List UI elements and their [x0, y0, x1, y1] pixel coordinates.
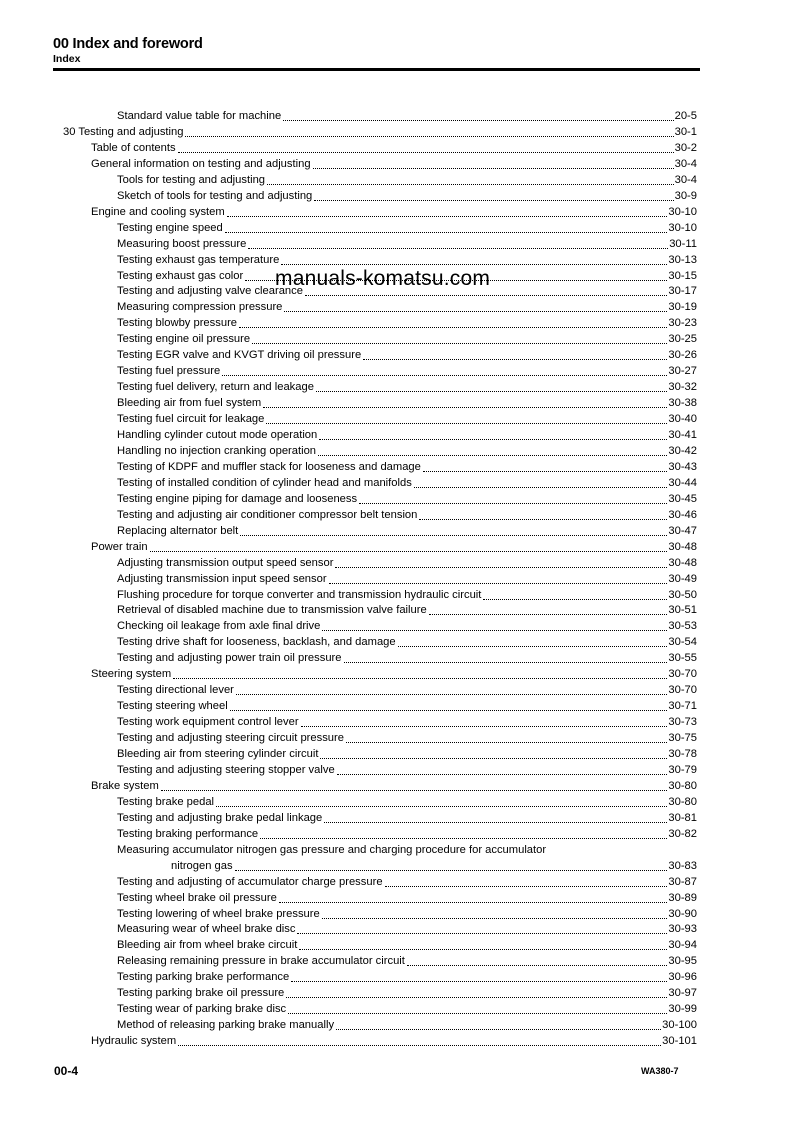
dot-leader: [150, 550, 668, 552]
toc-entry-label: Testing EGR valve and KVGT driving oil pressure: [117, 349, 362, 361]
toc-entry[interactable]: [117, 602, 697, 618]
toc-entry-label: Handling cylinder cutout mode operation: [117, 429, 318, 441]
dot-leader: [297, 932, 667, 934]
dot-leader: [414, 486, 668, 488]
toc-entry[interactable]: [91, 204, 697, 220]
toc-entry-page: 30-73: [668, 716, 697, 728]
toc-entry-page: 30-95: [668, 955, 697, 967]
toc-entry-label: Replacing alternator belt: [117, 525, 239, 537]
dot-leader: [320, 757, 667, 759]
dot-leader: [284, 310, 667, 312]
toc-entry-page: 30-17: [668, 285, 697, 297]
toc-entry-page: 30-100: [662, 1019, 697, 1031]
toc-entry-label: Testing and adjusting steering circuit pressure: [117, 732, 344, 744]
page-header: [53, 36, 700, 65]
toc-entry-page: 30-87: [668, 876, 697, 888]
toc-entry[interactable]: [117, 762, 697, 778]
toc-entry-page: 30-94: [668, 939, 697, 951]
dot-leader: [222, 374, 667, 376]
toc-entry[interactable]: [91, 778, 697, 794]
toc-entry[interactable]: [117, 443, 697, 459]
toc-entry-page: 20-5: [674, 110, 697, 122]
toc-entry-label: Testing lowering of wheel brake pressure: [117, 908, 320, 920]
toc-entry[interactable]: [117, 427, 697, 443]
toc-entry-page: 30-54: [668, 636, 697, 648]
dot-leader: [346, 741, 667, 743]
toc-entry[interactable]: [91, 156, 697, 172]
toc-entry[interactable]: [117, 571, 697, 587]
toc-entry-label: Releasing remaining pressure in brake accumulator circuit: [117, 955, 405, 967]
toc-entry-page: 30-48: [668, 541, 697, 553]
toc-entry[interactable]: [117, 890, 697, 906]
dot-leader: [316, 390, 667, 392]
toc-entry-label: Testing work equipment control lever: [117, 716, 299, 728]
toc-entry-page: 30-42: [668, 445, 697, 457]
toc-entry[interactable]: [91, 539, 697, 555]
toc-entry[interactable]: [117, 220, 697, 236]
toc-entry-label: Testing directional lever: [117, 684, 234, 696]
toc-entry-page: 30-70: [668, 668, 697, 680]
dot-leader: [337, 773, 668, 775]
toc-entry-label: Testing of installed condition of cylinder head and manifolds: [117, 477, 412, 489]
toc-entry-page: 30-43: [668, 461, 697, 473]
toc-entry[interactable]: [63, 124, 697, 140]
dot-leader: [240, 534, 667, 536]
toc-entry-label: Testing and adjusting steering stopper valve: [117, 764, 335, 776]
toc-entry[interactable]: [117, 331, 697, 347]
toc-entry[interactable]: [117, 969, 697, 985]
dot-leader: [235, 869, 668, 871]
toc-entry[interactable]: [91, 140, 697, 156]
dot-leader: [329, 582, 668, 584]
toc-entry-page: 30-55: [668, 652, 697, 664]
toc-entry-label: Testing parking brake oil pressure: [117, 987, 285, 999]
dot-leader: [363, 358, 667, 360]
dot-leader: [313, 167, 674, 169]
toc-entry[interactable]: [117, 252, 697, 268]
section-subtitle: Index: [53, 53, 81, 65]
toc-entry-page: 30-25: [668, 333, 697, 345]
toc-entry[interactable]: [117, 268, 697, 284]
toc-entry-label: Testing fuel delivery, return and leakage: [117, 381, 314, 393]
toc-entry[interactable]: [117, 108, 697, 124]
toc-entry-label: Engine and cooling system: [91, 206, 225, 218]
toc-entry-page: 30-40: [668, 413, 697, 425]
toc-entry-page: 30-101: [662, 1035, 697, 1047]
toc-entry-page: 30-83: [668, 860, 697, 872]
dot-leader: [266, 422, 667, 424]
toc-entry-page: 30-19: [668, 301, 697, 313]
toc-entry-page: 30-71: [668, 700, 697, 712]
dot-leader: [281, 263, 667, 265]
dot-leader: [267, 183, 674, 185]
dot-leader: [419, 518, 667, 520]
dot-leader: [227, 215, 668, 217]
dot-leader: [324, 821, 667, 823]
toc-entry[interactable]: [117, 698, 697, 714]
toc-entry-page: 30-82: [668, 828, 697, 840]
toc-entry[interactable]: [117, 523, 697, 539]
toc-entry-label: Adjusting transmission output speed sensor: [117, 557, 334, 569]
dot-leader: [245, 279, 667, 281]
toc-entry-page: 30-48: [668, 557, 697, 569]
dot-leader: [279, 901, 668, 903]
toc-entry[interactable]: [117, 411, 697, 427]
toc-entry-page: 30-51: [668, 604, 697, 616]
dot-leader: [185, 135, 673, 137]
toc-entry-label: Testing and adjusting air conditioner compressor belt tension: [117, 509, 418, 521]
dot-leader: [429, 613, 668, 615]
toc-entry-page: 30-9: [674, 190, 697, 202]
dot-leader: [407, 964, 667, 966]
toc-entry[interactable]: [117, 937, 697, 953]
toc-entry-label: Flushing procedure for torque converter and transmission hydraulic circuit: [117, 589, 482, 601]
toc-entry-label: Handling no injection cranking operation: [117, 445, 317, 457]
toc-entry-label: Testing drive shaft for looseness, backlash, and damage: [117, 636, 396, 648]
toc-entry-page: 30-90: [668, 908, 697, 920]
toc-entry-page: 30-46: [668, 509, 697, 521]
dot-leader: [335, 566, 667, 568]
toc-entry[interactable]: [117, 906, 697, 922]
toc-entry[interactable]: [117, 874, 697, 890]
dot-leader: [283, 119, 673, 121]
toc-entry-label: Testing braking performance: [117, 828, 259, 840]
toc-entry[interactable]: [117, 347, 697, 363]
toc-entry-page: 30-70: [668, 684, 697, 696]
toc-entry-page: 30-13: [668, 254, 697, 266]
toc-entry[interactable]: [117, 650, 697, 666]
toc-entry[interactable]: [117, 395, 697, 411]
toc-entry[interactable]: [117, 188, 697, 204]
toc-entry[interactable]: [117, 634, 697, 650]
toc-entry-page: 30-4: [674, 174, 697, 186]
toc-entry-label: Bleeding air from fuel system: [117, 397, 262, 409]
toc-entry-page: 30-1: [674, 126, 697, 138]
dot-leader: [236, 693, 667, 695]
dot-leader: [359, 502, 667, 504]
toc-entry-label: Testing brake pedal: [117, 796, 215, 808]
toc-entry-page: 30-4: [674, 158, 697, 170]
toc-entry-label: Testing engine piping for damage and looseness: [117, 493, 358, 505]
toc-entry-page: 30-45: [668, 493, 697, 505]
dot-leader: [398, 645, 668, 647]
dot-leader: [230, 709, 668, 711]
toc-entry[interactable]: [117, 315, 697, 331]
toc-entry-label: Measuring boost pressure: [117, 238, 247, 250]
dot-leader: [344, 661, 668, 663]
toc-entry[interactable]: [91, 666, 697, 682]
toc-entry-label: Testing steering wheel: [117, 700, 228, 712]
toc-entry-page: 30-41: [668, 429, 697, 441]
toc-entry-label: Testing and adjusting power train oil pressure: [117, 652, 342, 664]
dot-leader: [318, 454, 667, 456]
dot-leader: [263, 406, 667, 408]
toc-entry[interactable]: [117, 714, 697, 730]
toc-entry[interactable]: [117, 363, 697, 379]
toc-entry[interactable]: [117, 810, 697, 826]
toc-entry-label: Table of contents: [91, 142, 176, 154]
toc-entry-label: Measuring accumulator nitrogen gas pressure and charging procedure for accumulator: [117, 844, 547, 856]
toc-entry[interactable]: [117, 459, 697, 475]
dot-leader: [178, 1044, 661, 1046]
toc-entry-label: Standard value table for machine: [117, 110, 282, 122]
dot-leader: [178, 151, 674, 153]
toc-entry[interactable]: [117, 236, 697, 252]
toc-entry-page: 30-99: [668, 1003, 697, 1015]
dot-leader: [239, 326, 667, 328]
toc-entry-page: 30-78: [668, 748, 697, 760]
toc-entry[interactable]: [117, 491, 697, 507]
toc-entry-label: Power train: [91, 541, 148, 553]
toc-entry-label: nitrogen gas: [171, 860, 233, 872]
toc-entry[interactable]: [117, 283, 697, 299]
dot-leader: [173, 677, 667, 679]
toc-entry-label: 30 Testing and adjusting: [63, 126, 184, 138]
page-number: 00-4: [54, 1064, 79, 1078]
dot-leader: [314, 199, 673, 201]
toc-entry[interactable]: [91, 1033, 697, 1049]
toc-entry[interactable]: [117, 826, 697, 842]
dot-leader: [322, 917, 668, 919]
toc-entry-page: 30-89: [668, 892, 697, 904]
dot-leader: [322, 629, 667, 631]
toc-entry[interactable]: [117, 507, 697, 523]
model-code: WA380-7: [641, 1066, 679, 1076]
toc-entry-label: Retrieval of disabled machine due to transmission valve failure: [117, 604, 427, 616]
toc-entry-page: 30-80: [668, 796, 697, 808]
dot-leader: [483, 598, 667, 600]
toc-entry-page: 30-80: [668, 780, 697, 792]
toc-entry[interactable]: [117, 587, 697, 603]
toc-entry-label: Testing exhaust gas temperature: [117, 254, 280, 266]
toc-entry[interactable]: [117, 985, 697, 1001]
dot-leader: [305, 294, 667, 296]
watermark: manuals-komatsu.com: [275, 267, 491, 290]
toc-entry-label: Steering system: [91, 668, 172, 680]
toc-entry-label: General information on testing and adjusting: [91, 158, 311, 170]
toc-entry-page: 30-75: [668, 732, 697, 744]
toc-entry-label: Hydraulic system: [91, 1035, 177, 1047]
toc-entry-label: Testing fuel circuit for leakage: [117, 413, 265, 425]
toc-entry-label: Testing of KDPF and muffler stack for looseness and damage: [117, 461, 421, 473]
dot-leader: [225, 231, 668, 233]
toc-entry-label: Checking oil leakage from axle final drive: [117, 620, 321, 632]
toc-entry-label: Adjusting transmission input speed sensor: [117, 573, 327, 585]
toc-entry-page: 30-93: [668, 923, 697, 935]
toc-entry-page: 30-44: [668, 477, 697, 489]
toc-entry-page: 30-47: [668, 525, 697, 537]
dot-leader: [423, 470, 667, 472]
dot-leader: [385, 885, 668, 887]
dot-leader: [319, 438, 667, 440]
dot-leader: [336, 1028, 661, 1030]
toc-entry[interactable]: [171, 858, 697, 874]
toc-entry-label: Testing and adjusting valve clearance: [117, 285, 303, 297]
toc-entry-page: 30-49: [668, 573, 697, 585]
toc-entry-page: 30-23: [668, 317, 697, 329]
toc-entry-label: Testing wear of parking brake disc: [117, 1003, 287, 1015]
toc-entry-label: Measuring wear of wheel brake disc: [117, 923, 296, 935]
toc-entry[interactable]: [117, 953, 697, 969]
toc-entry-page: 30-97: [668, 987, 697, 999]
toc-entry-page: 30-96: [668, 971, 697, 983]
toc-entry[interactable]: [117, 172, 697, 188]
toc-entry-page: 30-10: [668, 206, 697, 218]
toc-entry-label: Testing fuel pressure: [117, 365, 221, 377]
toc-entry-page: 30-2: [674, 142, 697, 154]
toc-entry-page: 30-15: [668, 270, 697, 282]
dot-leader: [216, 805, 667, 807]
toc-entry-label: Testing parking brake performance: [117, 971, 290, 983]
toc-entry-label: Tools for testing and adjusting: [117, 174, 266, 186]
toc-entry-page: 30-50: [668, 589, 697, 601]
toc-entry-label: Testing wheel brake oil pressure: [117, 892, 277, 904]
toc-entry[interactable]: [117, 1017, 697, 1033]
toc-entry[interactable]: [117, 921, 697, 937]
toc-entry[interactable]: [117, 299, 697, 315]
toc-entry[interactable]: [117, 1001, 697, 1017]
toc-entry[interactable]: [117, 682, 697, 698]
toc-entry-label: Brake system: [91, 780, 159, 792]
toc-entry-page: 30-26: [668, 349, 697, 361]
toc-entry-label: Bleeding air from wheel brake circuit: [117, 939, 298, 951]
section-title: 00 Index and foreword: [53, 36, 203, 52]
toc-entry[interactable]: [117, 475, 697, 491]
dot-leader: [288, 1012, 667, 1014]
dot-leader: [161, 789, 668, 791]
toc-entry[interactable]: [117, 379, 697, 395]
dot-leader: [248, 247, 668, 249]
toc-entry-label: Bleeding air from steering cylinder circuit: [117, 748, 319, 760]
toc-entry-label: Testing blowby pressure: [117, 317, 238, 329]
toc-entry[interactable]: [117, 746, 697, 762]
toc-entry-label: Testing and adjusting brake pedal linkage: [117, 812, 323, 824]
dot-leader: [260, 837, 667, 839]
toc-entry-label: Testing engine speed: [117, 222, 223, 234]
toc-entry[interactable]: [117, 730, 697, 746]
header-divider: [53, 68, 700, 71]
toc-entry[interactable]: [117, 555, 697, 571]
toc-entry-label: Testing engine oil pressure: [117, 333, 251, 345]
toc-entry-label: Testing and adjusting of accumulator charge pressure: [117, 876, 383, 888]
toc-entry-page: 30-10: [668, 222, 697, 234]
toc-entry-label: Method of releasing parking brake manually: [117, 1019, 335, 1031]
dot-leader: [299, 948, 667, 950]
toc-entry[interactable]: [117, 618, 697, 634]
toc-entry-page: 30-79: [668, 764, 697, 776]
toc-entry-page: 30-11: [669, 238, 697, 250]
toc-entry-label: Sketch of tools for testing and adjusting: [117, 190, 313, 202]
toc-entry-label: Testing exhaust gas color: [117, 270, 244, 282]
toc-entry-page: 30-27: [668, 365, 697, 377]
dot-leader: [291, 980, 667, 982]
toc-entry-label: Measuring compression pressure: [117, 301, 283, 313]
toc-entry[interactable]: [117, 794, 697, 810]
toc-entry-page: 30-81: [668, 812, 697, 824]
dot-leader: [301, 725, 668, 727]
dot-leader: [252, 342, 667, 344]
dot-leader: [286, 996, 667, 998]
toc-entry-page: 30-38: [668, 397, 697, 409]
toc-entry-page: 30-32: [668, 381, 697, 393]
toc-entry-page: 30-53: [668, 620, 697, 632]
